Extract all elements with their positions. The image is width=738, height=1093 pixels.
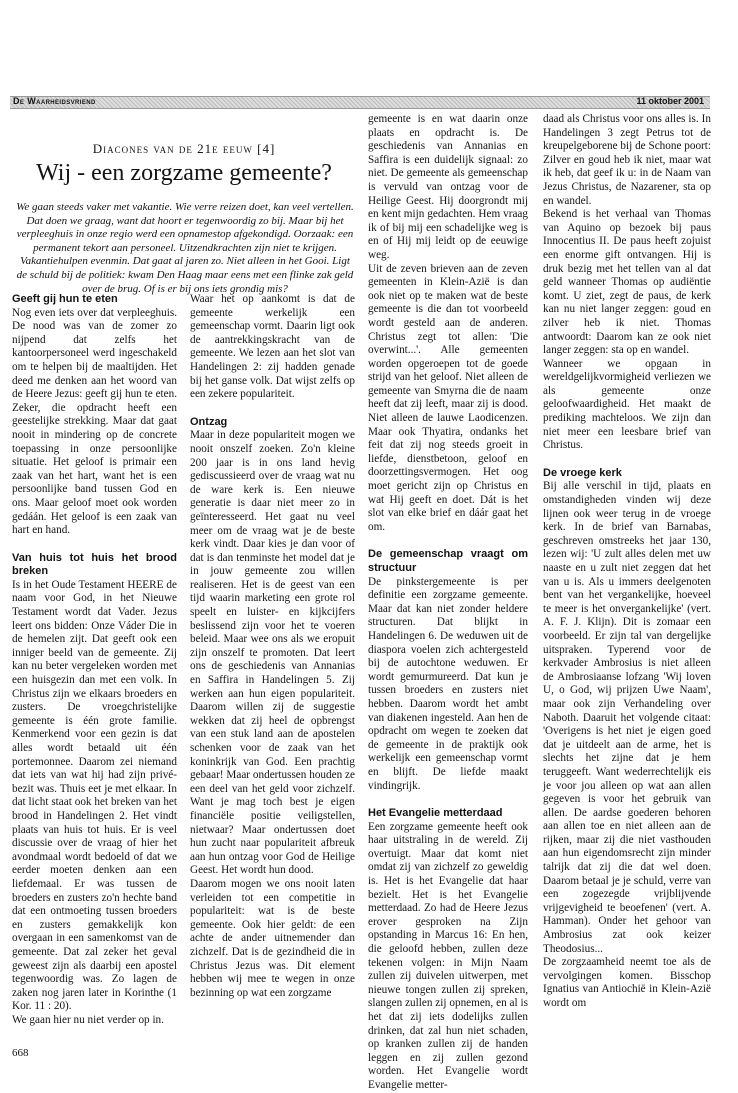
issue-date: 11 oktober 2001 [636,96,704,106]
column-4 [543,113,711,1011]
page-number: 668 [12,1047,29,1059]
paragraph: Nog even iets over dat verpleeghuis. De nood was van de zomer zo nijpend dat zelfs het kantoorpersoneel werd ingeschakeld om te helpen bij de maaltijden. Het deed me denken aan het woord van de Heere Jezus: geeft gij hun te eten. Zeker, die opdracht heeft een geestelijke strekking. Maar dat gaat nooit in mindering op de concrete toepassing in onze persoonlijke situatie. Het geloof is primair een zaak van het hart, want het is een persoonlijke band tussen God en ons. Maar geloof moet ook worden gedáán. Het geloof is een zaak van hart en hand. [12,306,177,537]
paragraph: Bij alle verschil in tijd, plaats en omstandigheden vinden wij deze lijnen ook weer terug in de vroege kerk. In de brief van Barnabas, geschreven omstreeks het jaar 130, lezen wij: 'U zult alles delen met uw naaste en u zult niet zeggen dat het van u is. Als u immers deelgenoten bent van het vergankelijke, hoeveel te meer is het onvergankelijke' (vert. A. F. J. Klijn). Dit is zomaar een voorbeeld. Er zijn tal van dergelijke uitspraken. Typerend voor de kerkvader Ambrosius is niet alleen de Ambrosiaanse lofzang 'Wij loven U, o God, wij prijzen Uwe Naam', maar ook zijn Verhandeling over Naboth. Daaruit het volgende citaat: 'Overigens is het niet je eigen goed dat je uitdeelt aan de arme, het is slechts het zijne dat je hem teruggeeft. Want wederrechtelijk eis je voor jou alleen op wat aan allen gegeven is voor het gebruik van allen. De aardse goederen behoren aan allen toe en niet alleen aan de rijken, maar zij die niet vasthouden aan hun eigendomsrecht zijn minder talrijk dat zij die dat wel doen. Daarom betaal je je schuld, verre van een zogezegde vrijblijvende vrijgevigheid te beoefenen' (vert. A. Hamman). Onder het gehoor van Ambrosius zat ook keizer Theodosius... [543,480,711,955]
paragraph: Maar in deze populariteit mogen we nooit onszelf zoeken. Zo'n kleine 200 jaar is in ons land hevig gediscussieerd over de vraag wat nu de ware kerk is. Een nieuwe generatie is daar niet meer zo in geïnteresseerd. Het gaat nu veel meer om de vraag wat je de beste kerk vindt. Daar kies je dan voor of dat is dan tenminste het model dat je in jouw gemeente zou willen realiseren. Het is de geest van een tijd waarin marketing een grote rol speelt en luister- en kijkcijfers beslissend zijn voor het te voeren beleid. Maar wee ons als we eropuit zijn onszelf te promoten. Dat leert ons de geschiedenis van Annanias en Saffira in Handelingen 5. Zij werken aan hun eigen populariteit. Daarom willen zij de suggestie wekken dat zij heel de opbrengst van een stuk land aan de apostelen schenken voor de zaak van het koninkrijk van God. Een prachtig gebaar! Maar ondertussen houden ze een deel van het geld voor zichzelf. Want je mag toch best je eigen financiële positie veiligstellen, nietwaar? Maar ondertussen doet hun zucht naar populariteit afbreuk aan hun ontzag voor God de Heilige Geest. Het wordt hun dood. [190,429,355,877]
paragraph: Een zorgzame gemeente heeft ook haar uitstraling in de wereld. Zij overtuigt. Maar dat komt niet omdat zij van zichzelf zo geweldig is. Het is het Evangelie dat haar bezielt. Het is het Evangelie metterdaad. Zo had de Heere Jezus erover gesproken na Zijn opstanding in Marcus 16: En hen, die geloofd hebben, zullen deze tekenen volgen: in Mijn Naam zullen zij duivelen uitwerpen, met nieuwe tongen zullen zij spreken, slangen zullen zij opnemen, en al is het dat zij iets dodelijks zullen drinken, dat zal hun niet schaden, op kranken zullen zij de handen leggen en zij zullen gezond worden. Het Evangelie wordt Evangelie metter- [368,820,528,1091]
paragraph: We gaan hier nu niet verder op in. [12,1013,164,1026]
subheading: Ontzag [190,415,228,428]
paragraph: Waar het op aankomt is dat de gemeente werkelijk een gemeenschap vormt. Daarin ligt ook de aantrekkingskracht van de gemeente. We lezen aan het slot van Handelingen 2: zij hadden genade bij het ganse volk. Dat wijst zelfs op een zekere populariteit. [190,293,355,401]
column-1 [12,293,177,1027]
paragraph: Bekend is het verhaal van Thomas van Aquino op bezoek bij paus Innocentius II. De paus heeft zojuist een enorme gift ontvangen. Hij is druk bezig met het tellen van al dat geld wanneer Thomas op audiëntie komt. U ziet, zegt de paus, de kerk kan nu niet langer zeggen: goud en zilver heb ik niet. Thomas antwoordt: Daarom kan ze ook niet langer zeggen: sta op en wandel. [543,208,711,357]
paragraph: Wanneer we opgaan in wereldgelijkvormigheid verliezen we als gemeente onze geloofwaardigheid. Het maakt de prediking machteloos. We zijn dan niet meer een leesbare brief van Christus. [543,357,711,452]
paragraph: Daarom mogen we ons nooit laten verleiden tot een competitie in populariteit: wat is de beste gemeente. Ook hier geldt: de een achte de ander uitnemender dan zichzelf. Dat is de gezindheid die in Christus Jezus was. Dit element hebben wij mee te wegen in onze bezinning op wat een zorgzame [190,877,355,999]
paragraph: gemeente is en wat daarin onze plaats en opdracht is. De geschiedenis van Annanias en Saffira is een duidelijk signaal: zo niet. De gemeente als gemeenschap is vervuld van ontzag voor de Heilige Geest. Hij doorgrondt mij en kent mijn gedachten. Hem vraag ik of bij mij een schadelijke weg is en of Hij mij leidt op de eeuwige weg. [368,113,528,261]
subheading: Van huis tot huis het brood breken [12,551,177,578]
publication-header-bar [10,96,710,109]
paragraph: daad als Christus voor ons alles is. In Handelingen 3 zegt Petrus tot de kreupelgeborene bij de Schone poort: Zilver en goud heb ik niet, maar wat ik heb, dat geef ik u: in de Naam van Jezus Christus, de Nazarener, sta op en wandel. [543,113,711,207]
paragraph: De pinkstergemeente is per definitie een zorgzame gemeente. Maar dat kan niet zonder heldere structuren. Dat blijkt in Handelingen 6. De weduwen uit de diaspora voelen zich achtergesteld bij de autochtone weduwen. Er wordt gemurmureerd. Dat kun je tussen broeders en zusters niet hebben. Daarom wordt het ambt van diakenen ingesteld. Aan hen de opdracht om wegen te zoeken dat de gemeente in de praktijk ook werkelijk een gemeenschap vormt en blijft. De liefde maakt vindingrijk. [368,575,528,792]
subheading: Het Evangelie metterdaad [368,807,503,820]
paragraph: Uit de zeven brieven aan de zeven gemeenten in Klein-Azië is dan ook niet op te maken wat de beste gemeente is die dan tot voorbeeld wordt gesteld aan de anderen. Christus zegt tot allen: 'Die overwint...'. Alle gemeenten worden opgeroepen tot de goede strijd van het geloof. Niet alleen de gemeente van Smyrna die de naam heeft dat zij leeft, maar zij is dood. Niet alleen de lauwe Laodicenzen. Maar ook Thyatira, ondanks het feit dat zij nog steeds groeit in liefde, dienstbetoon, geloof en doorzettingsvermogen. Het oog moet gericht zijn op Christus en wat Hij geeft en doet. Dát is het slot van elke brief en dáár gaat het om. [368,262,528,533]
article-title: Wij - een zorgzame gemeente? [36,160,332,186]
article-kicker: Diacones van de 21e eeuw [4] [92,141,276,156]
publication-name: De Waarheidsvriend [13,96,96,106]
article-intro: We gaan steeds vaker met vakantie. Wie verre reizen doet, kan veel vertellen. Dat doen we graag, want dat hoort er tegenwoordig zo bij. Maar bij het verpleeghuis in onze regio werd een opnamestop afgekondigd. Oorzaak: een permanent tekort aan personeel. Uitzendkrachten zijn niet te krijgen. Vakantiehulpen evenmin. Dat gaat al jaren zo. Niet alleen in het Gooi. Ligt de schuld bij de politiek: kwam Den Haag maar eens met een flinke zak geld over de brug. Of is er bij ons iets grondig mis? [16,201,354,295]
subheading: De vroege kerk [543,466,622,479]
column-2 [190,293,355,1000]
subheading: Geeft gij hun te eten [12,293,118,305]
paragraph: Is in het Oude Testament HEERE de naam voor God, in het Nieuwe Testament wordt dat Vader. Jezus leert ons bidden: Onze Váder Die in de hemelen zijt. Dat geeft ook een inniger beeld van de gemeente. Zij kan nu beter vergeleken worden met een huisgezin dan met een volk. In Christus zijn we elkaars broeders en zusters. De vroegchristelijke gemeente is één grote familie. Kenmerkend voor een gezin is dat alles wordt betaald uit één portemonnee. Daarom zei niemand dat iets van wat hij had zijn privé-bezit was. Thuis eet je met elkaar. In dat licht staat ook het breken van het brood in Handelingen 2. Het vindt plaats van huis tot huis. Er is veel discussie over de vraag of hier het avondmaal wordt bedoeld of dat we eerder moeten denken aan een liefdemaal. Er was tussen de broeders en zusters zo'n hechte band dat een ontmoeting tussen broeders en zusters gemakkelijk kon overgaan in een samenkomst van de gemeente. Dat zal zeker het geval geweest zijn als daarbij een apostel tegenwoordig was. Zo lagen de zaken nog jaren later in Korinthe (1 Kor. 11 : 20). [12,578,177,1013]
paragraph: De zorgzaamheid neemt toe als de vervolgingen komen. Bisschop Ignatius van Antiochië in Klein-Azië wordt om [543,956,711,1009]
column-3 [368,113,528,1093]
subheading: De gemeenschap vraagt om structuur [368,548,528,574]
